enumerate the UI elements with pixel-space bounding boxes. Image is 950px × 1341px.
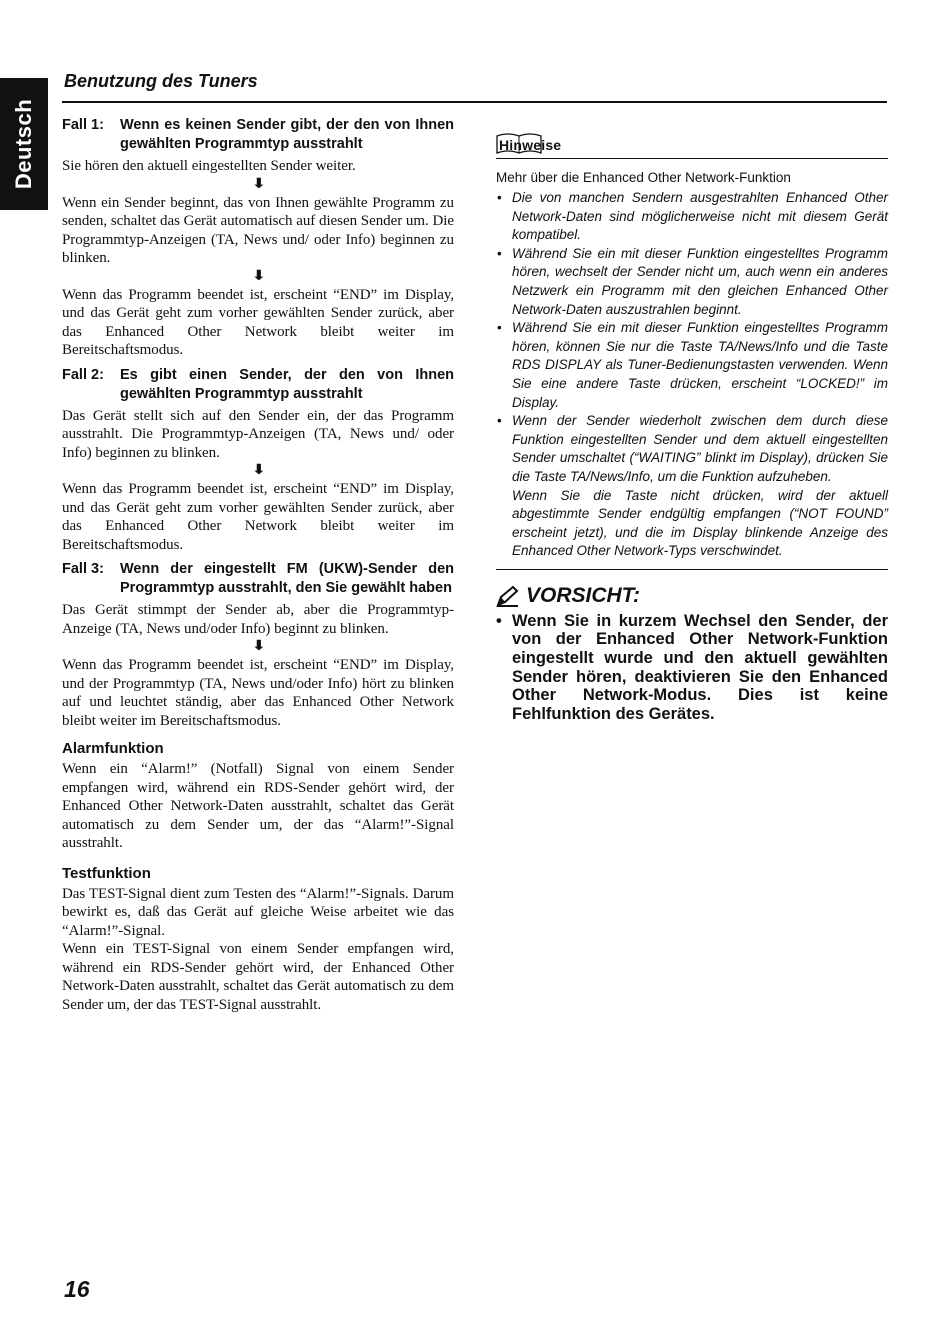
caution-heading bbox=[496, 584, 888, 608]
case-2-paragraph: Wenn das Programm beendet ist, erscheint “END” im Display, und das Gerät geht zum vorher gewählten Sender zurück, aber das Enhanced Other Network bleibt weiter im Bereitschaftsmodus. bbox=[62, 481, 454, 553]
pencil-warning-icon bbox=[496, 585, 520, 607]
language-tab bbox=[0, 78, 48, 210]
notes-label: Hinweise bbox=[499, 137, 562, 153]
down-arrow-icon: ⬇ bbox=[251, 462, 267, 478]
case-3-paragraph: Das Gerät stimmpt der Sender ab, aber die Programmtyp-Anzeige (TA, News und/oder Info) beginnt zu blinken. bbox=[62, 602, 454, 637]
case-2-title: Es gibt einen Sender, der den von Ihnen gewählten Programmtyp ausstrahlt bbox=[120, 366, 454, 402]
case-3-paragraph: Wenn das Programm beendet ist, erscheint “END” im Display, und der Programmtyp (TA, News und/oder Info) hört zu blinken auf und leuchtet ständig, aber das Enhanced Other Network bleibt weiter im Bereitschaftsmodus. bbox=[62, 657, 454, 729]
case-1-heading bbox=[62, 116, 454, 154]
note-continuation: Wenn Sie die Taste nicht drücken, wird der aktuell abgestimmte Sender endgültig empfangen (“NOT FOUND” erscheint jetzt), und die im Display blinkende Anzeige des Enhanced Other Network-Typs verschwindet. bbox=[512, 487, 888, 559]
notes-list bbox=[496, 189, 888, 561]
case-2-heading bbox=[62, 366, 454, 404]
case-1-label: Fall 1: bbox=[62, 117, 104, 133]
case-3-label: Fall 3: bbox=[62, 561, 104, 577]
test-paragraph: Das TEST-Signal dient zum Testen des “Alarm!”-Signals. Darum bewirkt es, daß das Gerät auf gleiche Weise arbeitet wie das “Alarm!”-Signal. bbox=[62, 885, 454, 939]
case-2-label: Fall 2: bbox=[62, 366, 104, 383]
caution-title: VORSICHT: bbox=[526, 583, 640, 607]
notes-subheading: Mehr über die Enhanced Other Network-Funktion bbox=[496, 170, 791, 185]
language-tab-label: Deutsch bbox=[11, 98, 37, 190]
list-item: • Die von manchen Sendern ausgestrahlten Enhanced Other Network-Daten sind möglicherweise nicht mit diesem Gerät kompatibel. bbox=[497, 190, 888, 243]
case-1-paragraph: Sie hören den aktuell eingestellten Sender weiter. bbox=[62, 158, 356, 174]
case-1-paragraph: Wenn ein Sender beginnt, das von Ihnen gewählte Programm zu senden, schaltet das Gerät automatisch auf diesen Sender um. Die Programmtyp-Anzeigen (TA, News und/ oder Info) beginnen zu blinken. bbox=[62, 194, 454, 266]
notes-divider bbox=[496, 569, 888, 570]
case-2-paragraph: Das Gerät stellt sich auf den Sender ein, der das Programm ausstrahlt. Die Programmtyp-Anzeigen (TA, News und/ oder Info) beginnen zu blinken. bbox=[62, 407, 454, 461]
down-arrow-icon: ⬇ bbox=[251, 175, 267, 192]
list-item: • Während Sie ein mit dieser Funktion eingestelltes Programm hören, wechselt der Sender nicht um, auch wenn ein anderes Netzwerk ein Programm mit den gleichen Enhanced Other Network-Daten auszustrahlen beginnt. bbox=[497, 245, 888, 317]
case-1-paragraph: Wenn das Programm beendet ist, erscheint “END” im Display, und das Gerät geht zum vorher gewählten Sender zurück, aber das Enhanced Other Network bleibt weiter im Bereitschaftsmodus. bbox=[62, 286, 454, 358]
header-divider bbox=[62, 101, 887, 103]
list-item: • Während Sie ein mit dieser Funktion eingestelltes Programm hören, können Sie nur die Taste TA/News/Info und die Taste RDS DISPLAY als Tuner-Bedienungstasten verwenden. Wenn Sie eine andere Taste drücken, erscheint “LOCKED!” im Display. bbox=[497, 320, 888, 410]
page-number: 16 bbox=[64, 1276, 90, 1302]
case-3-title: Wenn der eingestellt FM (UKW)-Sender den Programmtyp ausstrahlt, den Sie gewählt haben bbox=[120, 561, 454, 596]
right-column bbox=[496, 130, 888, 723]
down-arrow-icon: ⬇ bbox=[251, 267, 267, 284]
notes-header bbox=[496, 130, 888, 159]
left-column bbox=[62, 116, 454, 1014]
caution-item: • Wenn Sie in kurzem Wechsel den Sender, der von der Enhanced Other Network-Funktion eingestellt wurde und den aktuell gewählten Sender hören, deaktivieren Sie den Enhanced Other Network-Modus. Dies ist keine Fehlfunktion des Gerätes. bbox=[496, 611, 888, 723]
list-item: • Wenn der Sender wiederholt zwischen dem durch diese Funktion eingestellten Sender und dem aktuell eingestellten Sender umschaltet (“WAITING” blinkt im Display), drücken Sie die Taste TA/News/Info, um die Funktion aufzuheben. Wenn Sie die Taste nicht drücken, wird der aktuell abgestimmte Sender endgültig empfangen (“NOT FOUND” erscheint jetzt), und die im Display blinkende Anzeige des Enhanced Other Network-Typs verschwindet. bbox=[497, 413, 888, 559]
test-heading: Testfunktion bbox=[62, 864, 151, 882]
section-title: Benutzung des Tuners bbox=[64, 71, 258, 91]
down-arrow-icon: ⬇ bbox=[251, 638, 267, 654]
alarm-heading: Alarmfunktion bbox=[62, 740, 164, 757]
test-paragraph: Wenn ein TEST-Signal von einem Sender empfangen wird, während ein RDS-Sender gehört wird, der Enhanced Other Network-Daten ausstrahlt, schaltet das Gerät automatisch zu dem Sender um, der das TEST-Signal ausstrahlt. bbox=[62, 941, 454, 1013]
alarm-paragraph: Wenn ein “Alarm!” (Notfall) Signal von einem Sender empfangen wird, während ein RDS-Sender gehört wird, der Enhanced Other Network-Daten ausstrahlt, schaltet das Gerät automatisch zu dem Sender um, der das “Alarm!”-Signal ausstrahlt. bbox=[62, 761, 454, 851]
case-1-title: Wenn es keinen Sender gibt, der den von Ihnen gewählten Programmtyp ausstrahlt bbox=[120, 117, 454, 152]
case-3-heading bbox=[62, 560, 454, 598]
